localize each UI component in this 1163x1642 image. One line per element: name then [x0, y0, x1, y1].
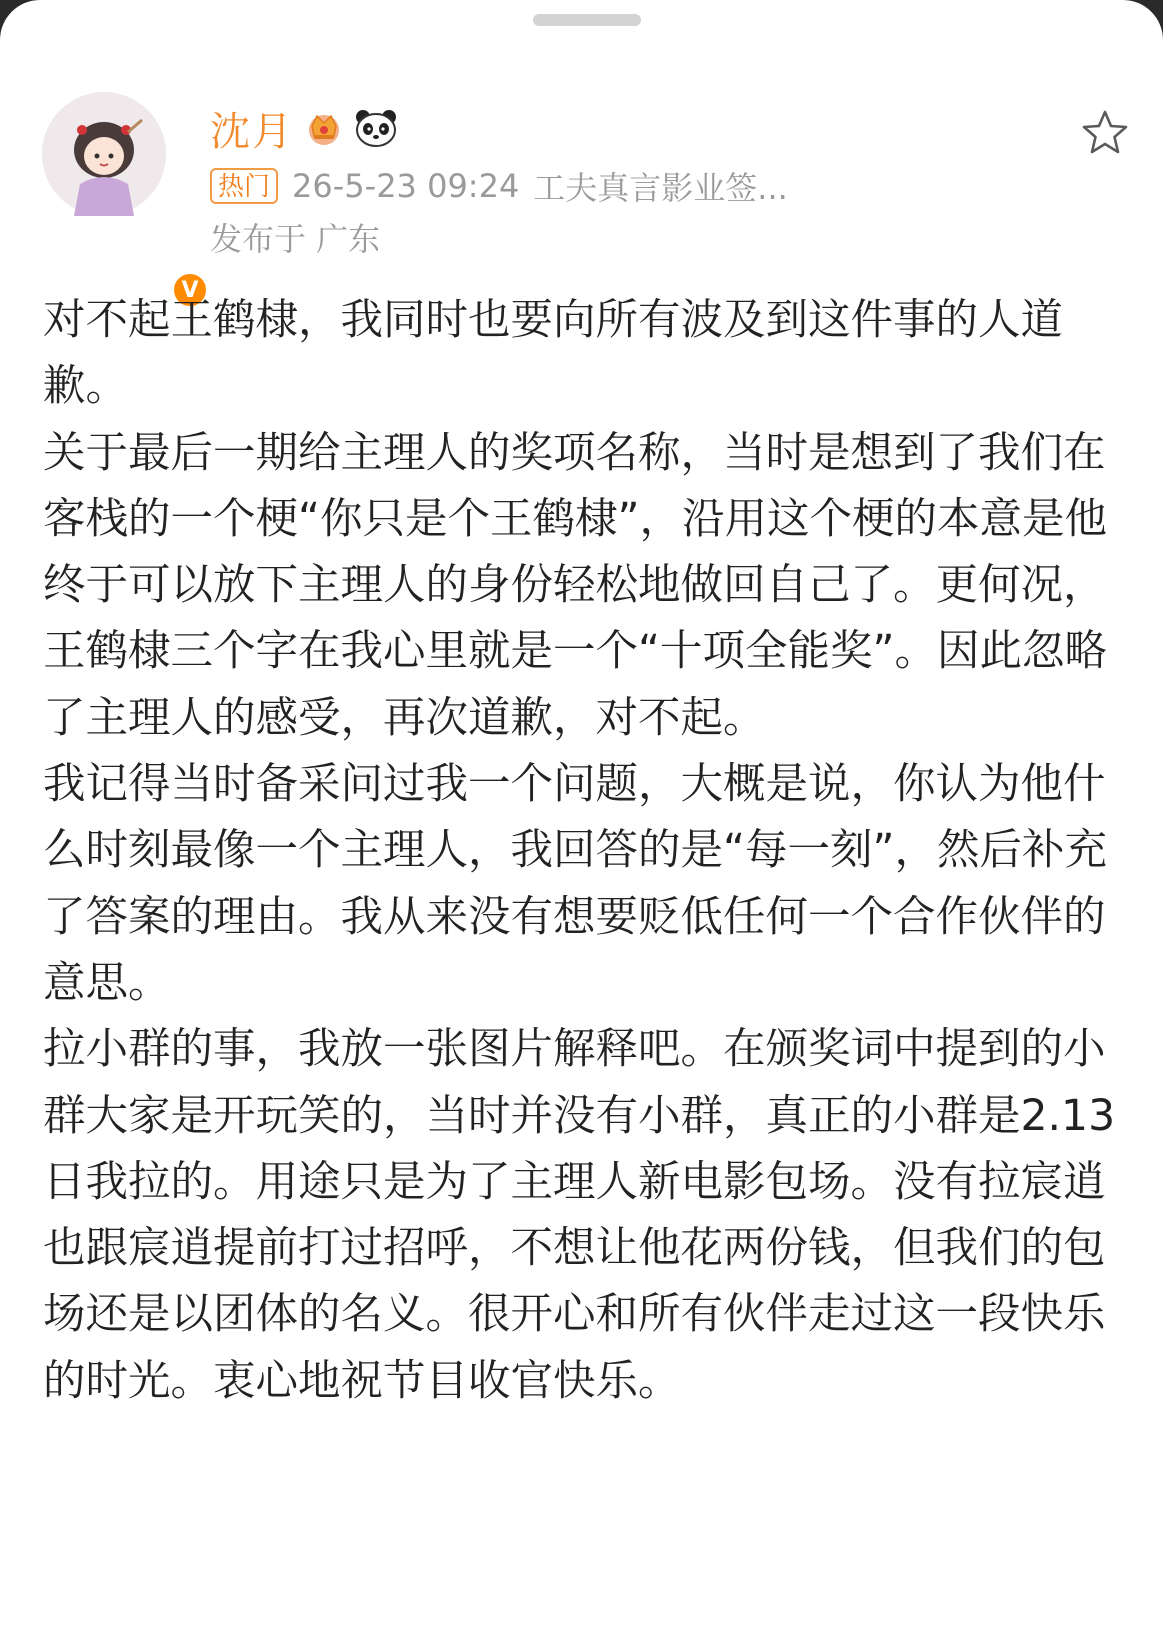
crown-icon: [304, 108, 344, 148]
hot-tag: 热门: [210, 168, 278, 204]
favorite-star-icon[interactable]: [1080, 108, 1130, 158]
avatar[interactable]: [42, 92, 199, 303]
sheet-grabber[interactable]: [533, 14, 641, 26]
author-name[interactable]: 沈月: [210, 108, 294, 155]
post-location: 发布于 广东: [210, 220, 381, 258]
avatar-illustration: [42, 92, 166, 216]
post-meta: [210, 166, 788, 206]
post-content: 对不起王鹤棣，我同时也要向所有波及到这件事的人道歉。 关于最后一期给主理人的奖项名称，当时是想到了我们在客栈的一个梗“你只是个王鹤棣”，沿用这个梗的本意是他终于可以放下主理人的身份轻松地做回自己了。更何况，王鹤棣三个字在我心里就是一个“十项全能奖”。因此忽略了主理人的感受，再次道歉，对不起。 我记得当时备采问过我一个问题，大概是说，你认为他什么时刻最像一个主理人，我回答的是“每一刻”，然后补充了答案的理由。我从来没有想要贬低任何一个合作伙伴的意思。 拉小群的事，我放一张图片解释吧。在颁奖词中提到的小群大家是开玩笑的，当时并没有小群，真正的小群是2.13日我拉的。用途只是为了主理人新电影包场。没有拉宸逍也跟宸逍提前打过招呼，不想让他花两份钱，但我们的包场还是以团体的名义。很开心和所有伙伴走过这一段快乐的时光。衷心地祝节目收官快乐。: [43, 296, 1116, 1406]
post-timestamp: 26-5-23 09:24: [292, 167, 520, 205]
author-row: [210, 100, 398, 156]
panda-icon: [354, 108, 398, 148]
post-source[interactable]: 工夫真言影业签...: [533, 169, 788, 207]
verified-badge: V: [170, 270, 210, 310]
